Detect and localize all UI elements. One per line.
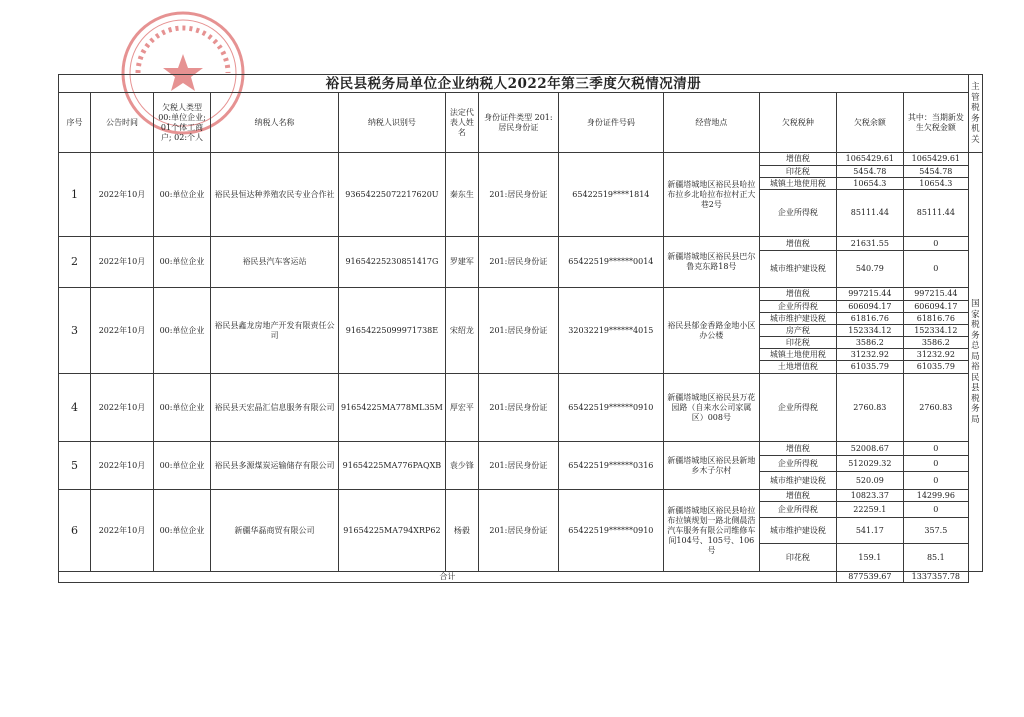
header-id-number: 身份证件号码 [558,93,663,153]
tax-balance: 1065429.61 [836,153,903,166]
row-type: 00:单位企业 [154,237,211,288]
row-name: 新疆华磊商贸有限公司 [211,490,339,572]
row-type: 00:单位企业 [154,153,211,237]
row-time: 2022年10月 [91,288,154,374]
header-tax-kind: 欠税税种 [759,93,836,153]
tax-new: 10654.3 [903,178,968,190]
row-name: 裕民县多源煤炭运输储存有限公司 [211,442,339,490]
tax-new: 31232.92 [903,349,968,361]
row-time: 2022年10月 [91,490,154,572]
tax-kind: 企业所得税 [759,502,836,518]
row-seq: 1 [59,153,91,237]
row-rep: 罗建军 [445,237,478,288]
tax-kind: 印花税 [759,337,836,349]
row-tax-id: 91654225MA776PAQXB [339,442,446,490]
tax-new: 1065429.61 [903,153,968,166]
tax-kind: 企业所得税 [759,456,836,472]
row-type: 00:单位企业 [154,374,211,442]
tax-kind: 城市维护建设税 [759,313,836,325]
tax-new: 2760.83 [903,374,968,442]
tax-new: 0 [903,442,968,456]
tax-balance: 540.79 [836,251,903,288]
tax-balance: 10823.37 [836,490,903,502]
tax-balance: 3586.2 [836,337,903,349]
row-address: 新疆塔城地区裕民县新地乡木子尔村 [663,442,759,490]
total-label: 合计 [59,572,837,583]
row-name: 裕民县汽车客运站 [211,237,339,288]
header-address: 经营地点 [663,93,759,153]
tax-balance: 21631.55 [836,237,903,251]
tax-balance: 10654.3 [836,178,903,190]
row-id-no: 65422519******0014 [558,237,663,288]
tax-new: 152334.12 [903,325,968,337]
tax-arrears-table [58,74,983,583]
row-seq: 6 [59,490,91,572]
tax-new: 14299.96 [903,490,968,502]
row-tax-id: 91654225MA778ML35M [339,374,446,442]
row-name: 裕民县鑫龙房地产开发有限责任公司 [211,288,339,374]
row-rep: 宋绍龙 [445,288,478,374]
row-time: 2022年10月 [91,237,154,288]
tax-balance: 606094.17 [836,301,903,313]
row-time: 2022年10月 [91,374,154,442]
tax-balance: 5454.78 [836,166,903,178]
row-address: 新疆塔城地区裕民县万花园路（自来水公司家属区）008号 [663,374,759,442]
row-tax-id: 91654225230851417G [339,237,446,288]
row-time: 2022年10月 [91,153,154,237]
tax-new: 85.1 [903,544,968,572]
row-address: 裕民县郁金香路金地小区办公楼 [663,288,759,374]
row-id-type: 201:居民身份证 [478,288,558,374]
tax-kind: 增值税 [759,237,836,251]
header-authority: 主管税务机关 [968,75,982,153]
row-id-type: 201:居民身份证 [478,374,558,442]
tax-balance: 31232.92 [836,349,903,361]
row-id-no: 65422519******0910 [558,490,663,572]
page-title: 裕民县税务局单位企业纳税人2022年第三季度欠税情况清册 [59,75,969,93]
tax-new: 85111.44 [903,190,968,237]
row-seq: 3 [59,288,91,374]
row-address: 新疆塔城地区裕民县哈拉布拉镇规划一路北侧晨浩汽车服务有限公司维修车间104号、105号、106号 [663,490,759,572]
row-type: 00:单位企业 [154,442,211,490]
row-tax-id: 91654225099971738E [339,288,446,374]
row-rep: 袁少锋 [445,442,478,490]
row-rep: 杨毅 [445,490,478,572]
tax-kind: 企业所得税 [759,301,836,313]
tax-balance: 541.17 [836,518,903,544]
tax-balance: 2760.83 [836,374,903,442]
tax-balance: 61035.79 [836,361,903,374]
total-balance: 877539.67 [836,572,903,583]
tax-kind: 企业所得税 [759,190,836,237]
tax-kind: 城市维护建设税 [759,251,836,288]
header-taxpayer-type: 欠税人类型 00:单位企业; 01个体工商户; 02:个人 [154,93,211,153]
tax-kind: 增值税 [759,153,836,166]
tax-kind: 印花税 [759,166,836,178]
header-publish-time: 公告时间 [91,93,154,153]
tax-kind: 增值税 [759,490,836,502]
total-new: 1337357.78 [903,572,968,583]
row-address: 新疆塔城地区裕民县哈拉布拉乡北哈拉布拉村正大巷2号 [663,153,759,237]
row-seq: 5 [59,442,91,490]
tax-kind: 城镇土地使用税 [759,178,836,190]
tax-new: 357.5 [903,518,968,544]
row-id-type: 201:居民身份证 [478,237,558,288]
tax-kind: 城市维护建设税 [759,472,836,490]
tax-new: 0 [903,502,968,518]
row-id-no: 32032219******4015 [558,288,663,374]
row-rep: 厚宏平 [445,374,478,442]
tax-new: 997215.44 [903,288,968,301]
row-name: 裕民县天宏晶汇信息服务有限公司 [211,374,339,442]
row-seq: 2 [59,237,91,288]
tax-kind: 印花税 [759,544,836,572]
row-name: 裕民县恒达种养殖农民专业合作社 [211,153,339,237]
tax-balance: 85111.44 [836,190,903,237]
header-current-new: 其中：当期新发生欠税金额 [903,93,968,153]
tax-new: 0 [903,456,968,472]
tax-kind: 增值税 [759,442,836,456]
tax-balance: 520.09 [836,472,903,490]
row-tax-id: 91654225MA794XRP62 [339,490,446,572]
row-seq: 4 [59,374,91,442]
tax-balance: 512029.32 [836,456,903,472]
tax-kind: 土地增值税 [759,361,836,374]
tax-kind: 城镇土地使用税 [759,349,836,361]
row-id-type: 201:居民身份证 [478,442,558,490]
tax-balance: 22259.1 [836,502,903,518]
row-type: 00:单位企业 [154,490,211,572]
row-id-type: 201:居民身份证 [478,490,558,572]
tax-kind: 城市维护建设税 [759,518,836,544]
header-tax-id: 纳税人识别号 [339,93,446,153]
tax-new: 0 [903,251,968,288]
authority-cell: 国家税务总局裕民县税务局 [968,153,982,572]
tax-new: 0 [903,472,968,490]
tax-kind: 房产税 [759,325,836,337]
tax-balance: 159.1 [836,544,903,572]
tax-new: 61816.76 [903,313,968,325]
tax-new: 3586.2 [903,337,968,349]
tax-new: 5454.78 [903,166,968,178]
header-id-type: 身份证件类型 201:居民身份证 [478,93,558,153]
tax-balance: 52008.67 [836,442,903,456]
row-id-no: 65422519******0910 [558,374,663,442]
row-time: 2022年10月 [91,442,154,490]
header-legal-rep: 法定代表人姓名 [445,93,478,153]
tax-new: 606094.17 [903,301,968,313]
row-id-type: 201:居民身份证 [478,153,558,237]
tax-new: 61035.79 [903,361,968,374]
row-rep: 秦东生 [445,153,478,237]
row-tax-id: 93654225072217620U [339,153,446,237]
row-type: 00:单位企业 [154,288,211,374]
header-seq: 序号 [59,93,91,153]
tax-balance: 997215.44 [836,288,903,301]
tax-kind: 企业所得税 [759,374,836,442]
tax-new: 0 [903,237,968,251]
row-address: 新疆塔城地区裕民县巴尔鲁克东路18号 [663,237,759,288]
row-id-no: 65422519******0316 [558,442,663,490]
tax-kind: 增值税 [759,288,836,301]
row-id-no: 65422519****1814 [558,153,663,237]
header-name: 纳税人名称 [211,93,339,153]
header-balance: 欠税余额 [836,93,903,153]
tax-balance: 61816.76 [836,313,903,325]
tax-balance: 152334.12 [836,325,903,337]
